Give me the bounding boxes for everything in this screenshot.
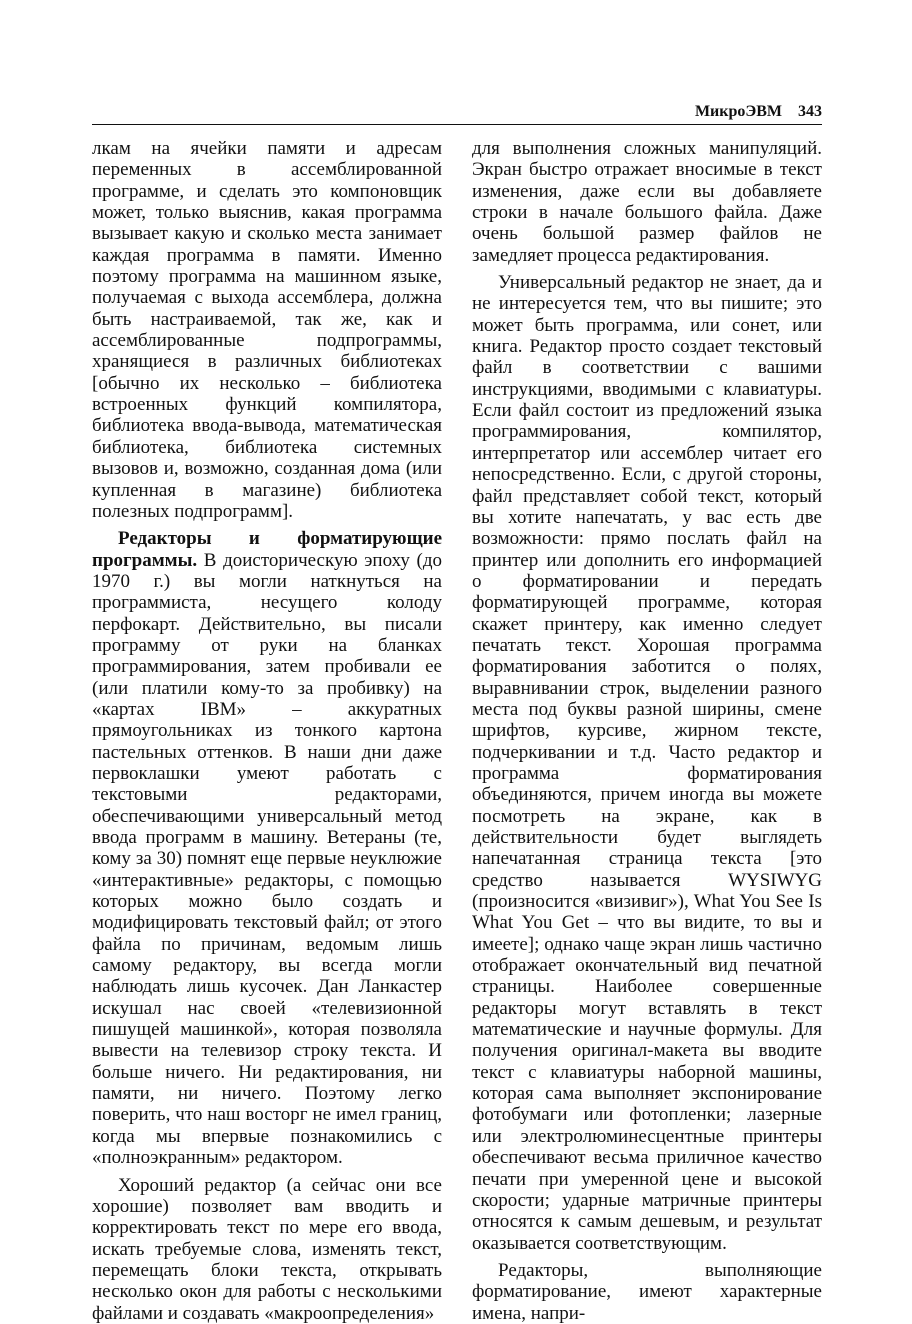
paragraph-universal-editor: Универсальный редактор не знает, да и не интересуется тем, что вы пишите; это может быть программа, или сонет, или книга. Редактор просто создает текстовый файл в соответствии с вашими инструкциями, вводимыми с клавиатуры. Если файл состоит из предложений языка программирования, компилятор, интерпретатор или ассемблер читает его непосредственно. Если, с другой стороны, файл представляет собой текст, который вы хотите напечатать, у вас есть две возможности: прямо послать файл на принтер или дополнить его информацией о форматировании и передать форматирующей программе, которая скажет принтеру, как именно следует печатать текст. Хорошая программа форматирования заботится о полях, выравнивании строк, выделении разного места под буквы разной ширины, смене шрифтов, курсиве, жирном тексте, подчеркивании и т.д. Часто редактор и программа форматирования объединяются, причем иногда вы можете посмотреть на экране, как в действительности будет выглядеть напечатанная страница текста [это средство называется WYSIWYG (произносится «визивиг»), What You See Is What You Get – что вы видите, то вы и имеете]; однако чаще экран лишь частично отображает окончательный вид печатной страницы. Наиболее совершенные редакторы могут вставлять в текст математические и научные формулы. Для получения оригинал-макета вы вводите текст с клавиатуры наборной машины, которая сама выполняет экспонирование фотобумаги или фотопленки; лазерные или электролюминесцентные принтеры обеспечивают весьма приличное качество печати при умеренной цене и высокой скорости; ударные матричные принтеры относятся к самым дешевым, и результат оказывается соответствующим. — [472, 272, 822, 1254]
left-column — [92, 138, 442, 1324]
running-title: МикроЭВМ — [694, 103, 782, 120]
paragraph-good-editor: Хороший редактор (а сейчас они все хорошие) позволяет вам вводить и корректировать текст по мере его ввода, искать требуемые слова, изменять текст, перемещать блоки текста, открывать несколько окон для работы с несколькими файлами и создавать «макроопределения» — [92, 1174, 442, 1324]
paragraph-editors — [92, 528, 442, 1168]
paragraph-body: В доисторическую эпоху (до 1970 г.) вы могли наткнуться на программиста, несущего колоду перфокарт. Действительно, вы писали программу от руки на бланках программирования, затем пробивали ее (или платили кому-то за пробивку) на «картах IBM» – аккуратных прямоугольниках из тонкого картона пастельных оттенков. В наши дни даже первоклашки умеют работать с текстовыми редакторами, обеспечивающими универсальный метод ввода программ в машину. Ветераны (те, кому за 30) помнят еще первые неуклюжие «интерактивные» редакторы, с помощью которых можно было создать и модифицировать текстовый файл; от этого файла по причинам, ведомым лишь самому редактору, вы всегда могли наблюдать лишь кусочек. Дан Ланкастер искушал нас своей «телевизионной пишущей машинкой», которая позволяла вывести на телевизор строку текста. И больше ничего. Ни редактирования, ни памяти, ни ничего. Поэтому легко поверить, что наш восторг не имел границ, когда мы впервые познакомились с «полноэкранным» редактором. — [92, 549, 442, 1169]
page-number: 343 — [798, 103, 822, 120]
running-header — [92, 102, 822, 125]
paragraph-continued: для выполнения сложных манипуляций. Экран быстро отражает вносимые в текст изменения, даже если вы добавляете строки в начале большого файла. Даже очень большой размер файлов не замедляет процесса редактирования. — [472, 138, 822, 266]
section-heading: Редакторы и форматирующие программы. — [92, 528, 442, 571]
paragraph-formatting-editors: Редакторы, выполняющие форматирование, имеют характерные имена, напри- — [472, 1259, 822, 1324]
header-run — [695, 102, 822, 122]
paragraph-continued: лкам на ячейки памяти и адресам переменных в ассемблированной программе, и сделать это компоновщик может, только выяснив, какая программа вызывает какую и сколько места занимает каждая программа в памяти. Именно поэтому программа на машинном языке, получаемая с выхода ассемблера, должна быть настраиваемой, так же, как и ассемблированные подпрограммы, хранящиеся в различных библиотеках [обычно их несколько – библиотека встроенных функций компилятора, библиотека ввода-вывода, математическая библиотека, библиотека системных вызовов и, возможно, созданная дома (или купленная в магазине) библиотека полезных подпрограмм]. — [92, 138, 442, 522]
right-column — [472, 138, 822, 1324]
